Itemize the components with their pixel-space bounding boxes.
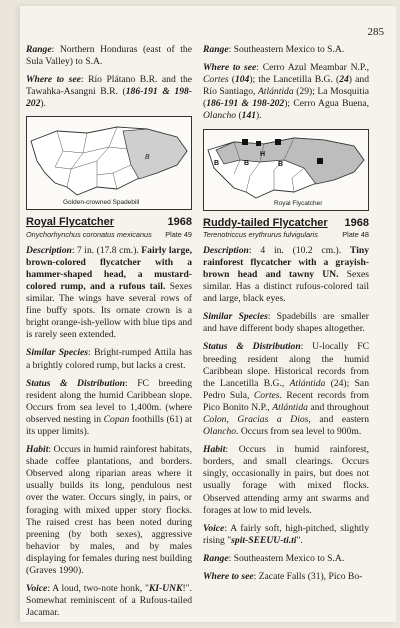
status-text: : U-locally FC breeding resident along the humid Caribbean slope. Historical records from the Lancetilla B.G., bbox=[203, 341, 369, 389]
plate-ref: Plate 49 bbox=[165, 229, 192, 239]
voice-label: Voice bbox=[26, 583, 48, 595]
description-label: Description bbox=[203, 244, 249, 256]
description-paragraph bbox=[26, 245, 192, 342]
book-page bbox=[20, 6, 396, 622]
similar-paragraph bbox=[26, 347, 192, 371]
habit-paragraph bbox=[203, 444, 369, 517]
species-name: Royal Flycatcher bbox=[26, 216, 115, 229]
status-text: , and eastern bbox=[308, 413, 369, 425]
voice-text: : A fairly soft, high-pitched, slightly rising " bbox=[203, 522, 369, 546]
range-map-spadebill bbox=[26, 116, 192, 210]
species-year: 1968 bbox=[344, 216, 369, 229]
status-place: Copan bbox=[103, 413, 130, 425]
habit-text: : Occurs in humid rainforest habitats, shade coffee plantations, and borders. Observed along riparian areas where it usually builds its long, pendulous nest over the water. Occurs singly, in pairs, or foraging with mixed upper story flocks. The raised crest has been noted during preening (by both sexes), aggressive behavior by males, and by males displaying for females during nest building (Graves 1990). bbox=[26, 444, 192, 576]
where-ref: 186-191 & 198-202 bbox=[206, 98, 285, 110]
plate-ref: Plate 48 bbox=[342, 229, 369, 239]
range-text: : Northern Honduras (east of the Sula Valley) to S.A. bbox=[26, 44, 192, 68]
where-text: : Río Plátano B.R. and the Tawahka-Asangni B.R. ( bbox=[26, 74, 193, 98]
range-paragraph bbox=[26, 44, 192, 68]
similar-label: Similar Species bbox=[203, 311, 268, 323]
range-text: : Southeastern Mexico to S.A. bbox=[228, 552, 345, 564]
status-paragraph bbox=[203, 341, 369, 438]
status-label: Status & Distribution bbox=[26, 377, 126, 389]
status-place: Olancho bbox=[203, 426, 237, 438]
right-column bbox=[203, 44, 369, 589]
where-paragraph-2 bbox=[203, 571, 369, 583]
description-text: Sexes similar. The wings have several rows of fine buffy spots. Its ornate crown is a bright orange-ish-yellow with blue tips and is rarely seen extended. bbox=[26, 280, 192, 341]
voice-paragraph bbox=[26, 583, 192, 619]
where-text: ); Cerro Agua Buena, bbox=[284, 98, 370, 110]
where-place: Atlántida bbox=[257, 86, 294, 98]
voice-text-end: ". bbox=[296, 534, 303, 546]
description-key: Fairly large, brown-colored flycatcher with a hammer-shaped head, a mustard-colored rump, and a rufous tail. bbox=[26, 244, 192, 292]
where-text-end: ). bbox=[40, 98, 46, 110]
page-number: 285 bbox=[367, 26, 384, 38]
status-text: and throughout bbox=[307, 401, 369, 413]
status-text: . Occurs from sea level to 900m. bbox=[236, 426, 362, 438]
voice-call: KI-UNK bbox=[148, 583, 183, 595]
map-caption: Golden-crowned Spadebill bbox=[63, 199, 140, 207]
svg-text:B: B bbox=[278, 160, 284, 168]
description-paragraph bbox=[203, 245, 369, 305]
description-text: Sexes similar. Has a distinct rufous-colored tail and large, black eyes. bbox=[203, 268, 370, 305]
voice-text-end: !". Somewhat reminiscent of a Rufous-tailed Jacamar. bbox=[26, 583, 192, 619]
habit-label: Habit bbox=[26, 444, 49, 456]
range-text: : Southeastern Mexico to S.A. bbox=[228, 44, 345, 55]
where-text: (29); La Mosquitia ( bbox=[203, 86, 369, 110]
svg-text:B: B bbox=[244, 159, 250, 167]
status-text: . Recent records from Pico Bonito N.P., bbox=[203, 389, 369, 413]
species-subheading bbox=[203, 229, 369, 241]
similar-label: Similar Species bbox=[26, 347, 89, 359]
where-place: Olancho bbox=[203, 110, 237, 122]
similar-paragraph bbox=[203, 311, 369, 335]
status-text: : FC breeding resident along the humid Caribbean slope. Occurs from sea level to 1,400m. (where observed nesting in bbox=[26, 377, 193, 425]
map-caption: Royal Flycatcher bbox=[274, 199, 323, 207]
svg-text:B: B bbox=[145, 154, 150, 162]
left-column bbox=[26, 44, 192, 625]
voice-call: spit-SEEUU-ti.ti bbox=[231, 534, 297, 546]
where-ref: 104 bbox=[234, 74, 250, 86]
where-ref: 24 bbox=[339, 74, 349, 86]
where-ref: 141 bbox=[241, 110, 257, 122]
range-label: Range bbox=[203, 552, 229, 564]
where-place: Cortes bbox=[203, 74, 229, 86]
voice-paragraph bbox=[203, 523, 369, 547]
range-paragraph-2 bbox=[203, 553, 369, 565]
similar-text: : Spadebills are smaller and have different body shapes altogether. bbox=[203, 311, 369, 335]
status-label: Status & Distribution bbox=[203, 341, 301, 353]
status-place: Cortes bbox=[253, 389, 280, 401]
species-year: 1968 bbox=[167, 216, 192, 229]
status-paragraph bbox=[26, 378, 192, 438]
habit-label: Habit bbox=[203, 444, 226, 456]
voice-text: : A loud, two-note honk, " bbox=[47, 583, 149, 595]
status-place: Atlántida bbox=[272, 401, 308, 413]
species-name: Ruddy-tailed Flycatcher bbox=[203, 216, 328, 229]
where-paragraph bbox=[203, 62, 369, 122]
range-map-royal-flycatcher bbox=[203, 129, 369, 211]
where-text: ( bbox=[228, 74, 235, 86]
similar-text: : Bright-rumped Attila has a brightly colored rump, but lacks a crest. bbox=[26, 347, 192, 371]
description-size: : 4 in. (10.2 cm.). bbox=[248, 244, 350, 256]
where-text: ); the Lancetilla B.G. ( bbox=[249, 74, 340, 86]
where-label: Where to see bbox=[203, 571, 254, 582]
habit-paragraph bbox=[26, 444, 192, 577]
scientific-name: Terenotriccus erythrurus fulvigularis bbox=[203, 229, 318, 239]
habit-text: : Occurs in humid rainforest, borders, and small clearings. Occurs singly, occasionally in pairs, but does not usually forage with mixed flocks. Observed attending army ant swarms and forages at low to mid levels. bbox=[203, 444, 369, 516]
where-text: : Cerro Azul Meambar N.P., bbox=[256, 62, 369, 74]
where-label: Where to see bbox=[26, 74, 81, 86]
where-text: : Zacate Falls (31), Pico Bo- bbox=[253, 571, 363, 582]
svg-text:H: H bbox=[260, 150, 266, 158]
description-key: Tiny rainforest flycatcher with a grayish-brown head and tawny UN. bbox=[203, 244, 369, 280]
status-text-end: foothills (61) at its upper limits). bbox=[26, 413, 192, 437]
where-ref: 186-191 & 198-202 bbox=[26, 86, 193, 110]
range-label: Range bbox=[26, 44, 52, 55]
scientific-name: Onychorhynchus coronatus mexicanus bbox=[26, 229, 152, 239]
species-subheading bbox=[26, 229, 192, 241]
status-text: (24); San Pedro Sula, bbox=[203, 377, 369, 401]
description-size: : 7 in. (17.8 cm.). bbox=[71, 244, 142, 256]
description-label: Description bbox=[26, 244, 72, 256]
range-label: Range bbox=[203, 44, 229, 55]
where-text: ( bbox=[236, 110, 242, 122]
species-heading bbox=[203, 217, 369, 229]
where-text: ). bbox=[256, 110, 262, 122]
svg-text:B: B bbox=[214, 159, 220, 167]
where-text: ) and Río Santiago, bbox=[203, 74, 369, 98]
species-heading bbox=[26, 216, 192, 228]
range-paragraph bbox=[203, 44, 369, 56]
voice-label: Voice bbox=[203, 522, 225, 534]
where-label: Where to see bbox=[203, 62, 257, 74]
status-place: Atlántida bbox=[289, 377, 326, 389]
status-place: Colon, Gracias a Dios bbox=[203, 413, 309, 425]
where-paragraph bbox=[26, 74, 192, 110]
